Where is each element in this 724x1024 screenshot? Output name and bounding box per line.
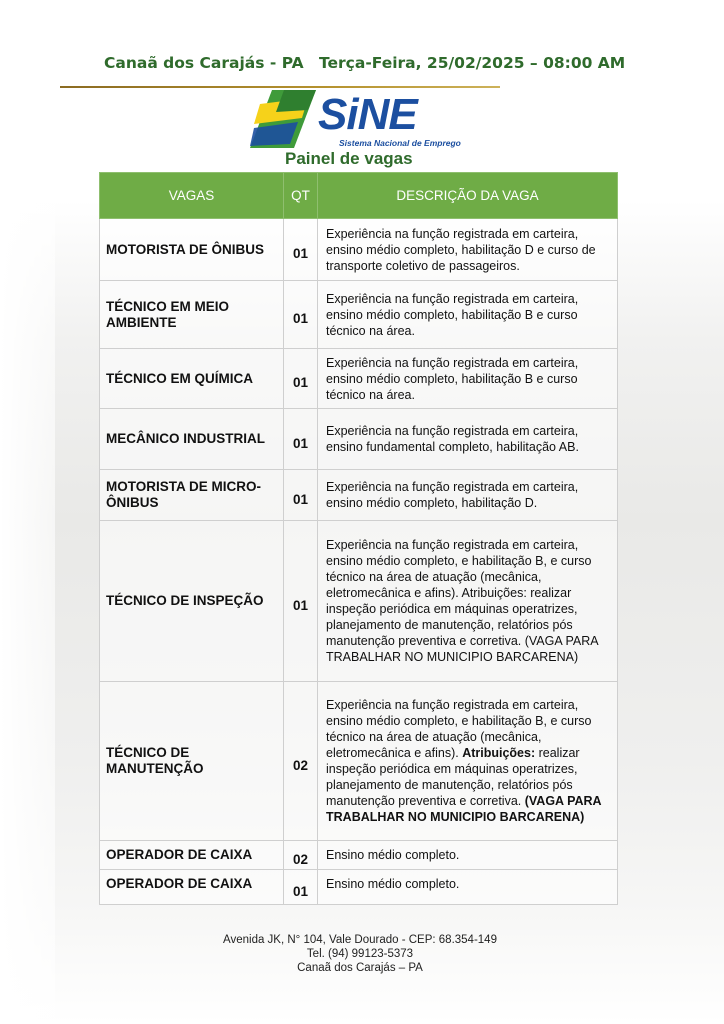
panel-title: Painel de vagas — [285, 149, 413, 168]
header-city: Canaã dos Carajás - PA — [104, 54, 304, 72]
footer-address: Avenida JK, N° 104, Vale Dourado - CEP: 68.354-149 — [223, 934, 497, 946]
table-row — [100, 470, 618, 521]
vaga-desc: Experiência na função registrada em carteira, ensino médio completo, habilitação B e curso técnico na área. — [318, 281, 618, 349]
vaga-qt: 01 — [284, 281, 318, 349]
vaga-title: TÉCNICO EM QUÍMICA — [100, 349, 284, 409]
vaga-qt: 01 — [284, 521, 318, 682]
table-row — [100, 349, 618, 409]
table-row — [100, 521, 618, 682]
vaga-title: OPERADOR DE CAIXA — [100, 870, 284, 905]
vaga-title: TÉCNICO EM MEIO AMBIENTE — [100, 281, 284, 349]
vaga-desc: Experiência na função registrada em carteira, ensino médio completo, e habilitação B, e curso técnico na área de atuação (mecânica, eletromecânica e afins). Atribuições: realizar inspeção periódica em máquinas operatrizes, planejamento de manutenção, relatórios pós manutenção preventiva e corretiva. (VAGA PARA TRABALHAR NO MUNICIPIO BARCARENA) — [318, 521, 618, 682]
table-row — [100, 409, 618, 470]
vaga-desc-part1: Experiência na função registrada em carteira, ensino médio completo, e habilitação B, e curso técnico na área de atuação (mecânica, eletromecânica e afins). — [326, 698, 592, 760]
vacancies-table — [99, 172, 618, 905]
vaga-title: MECÂNICO INDUSTRIAL — [100, 409, 284, 470]
vaga-desc: Experiência na função registrada em carteira, ensino fundamental completo, habilitação AB. — [318, 409, 618, 470]
vaga-qt: 01 — [284, 470, 318, 521]
sine-logo-subtitle: Sistema Nacional de Emprego — [339, 138, 461, 148]
vaga-desc: Ensino médio completo. — [318, 841, 618, 870]
header-date: Terça-Feira, 25/02/2025 – 08:00 AM — [319, 54, 626, 72]
page-header — [60, 52, 660, 78]
vaga-desc: Experiência na função registrada em carteira, ensino médio completo, habilitação D e curso de transporte coletivo de passageiros. — [318, 219, 618, 281]
header-qt: QT — [284, 173, 318, 219]
vaga-desc: Experiência na função registrada em carteira, ensino médio completo, habilitação D. — [318, 470, 618, 521]
vaga-desc-part2: realizar inspeção periódica em máquinas operatrizes, planejamento de manutenção, relatórios pós manutenção preventiva e corretiva. — [326, 746, 580, 808]
vaga-desc-bold1: Atribuições: — [462, 746, 536, 760]
table-row — [100, 281, 618, 349]
vaga-title: MOTORISTA DE ÔNIBUS — [100, 219, 284, 281]
vaga-desc — [318, 682, 618, 841]
vaga-desc: Experiência na função registrada em carteira, ensino médio completo, habilitação B e curso técnico na área. — [318, 349, 618, 409]
vaga-title: TÉCNICO DE MANUTENÇÃO — [100, 682, 284, 841]
table-row — [100, 870, 618, 905]
vaga-title: TÉCNICO DE INSPEÇÃO — [100, 521, 284, 682]
vaga-qt: 02 — [284, 841, 318, 870]
vaga-desc-bold2: (VAGA PARA TRABALHAR NO MUNICIPIO BARCARENA) — [326, 794, 602, 824]
footer-phone: Tel. (94) 99123-5373 — [306, 948, 414, 960]
vaga-qt: 01 — [284, 870, 318, 905]
vaga-qt: 02 — [284, 682, 318, 841]
vaga-qt: 01 — [284, 219, 318, 281]
page-footer — [200, 933, 520, 975]
vaga-title: OPERADOR DE CAIXA — [100, 841, 284, 870]
table-row — [100, 682, 618, 841]
footer-city: Canaã dos Carajás – PA — [297, 962, 423, 974]
header-descricao: DESCRIÇÃO DA VAGA — [318, 173, 618, 219]
vaga-qt: 01 — [284, 409, 318, 470]
table-row — [100, 219, 618, 281]
header-vagas: VAGAS — [100, 173, 284, 219]
table-row — [100, 841, 618, 870]
table-header-row — [100, 173, 618, 219]
vaga-title: MOTORISTA DE MICRO-ÔNIBUS — [100, 470, 284, 521]
sine-logo-text: SiNE — [318, 90, 417, 139]
vaga-desc: Ensino médio completo. — [318, 870, 618, 905]
vaga-qt: 01 — [284, 349, 318, 409]
